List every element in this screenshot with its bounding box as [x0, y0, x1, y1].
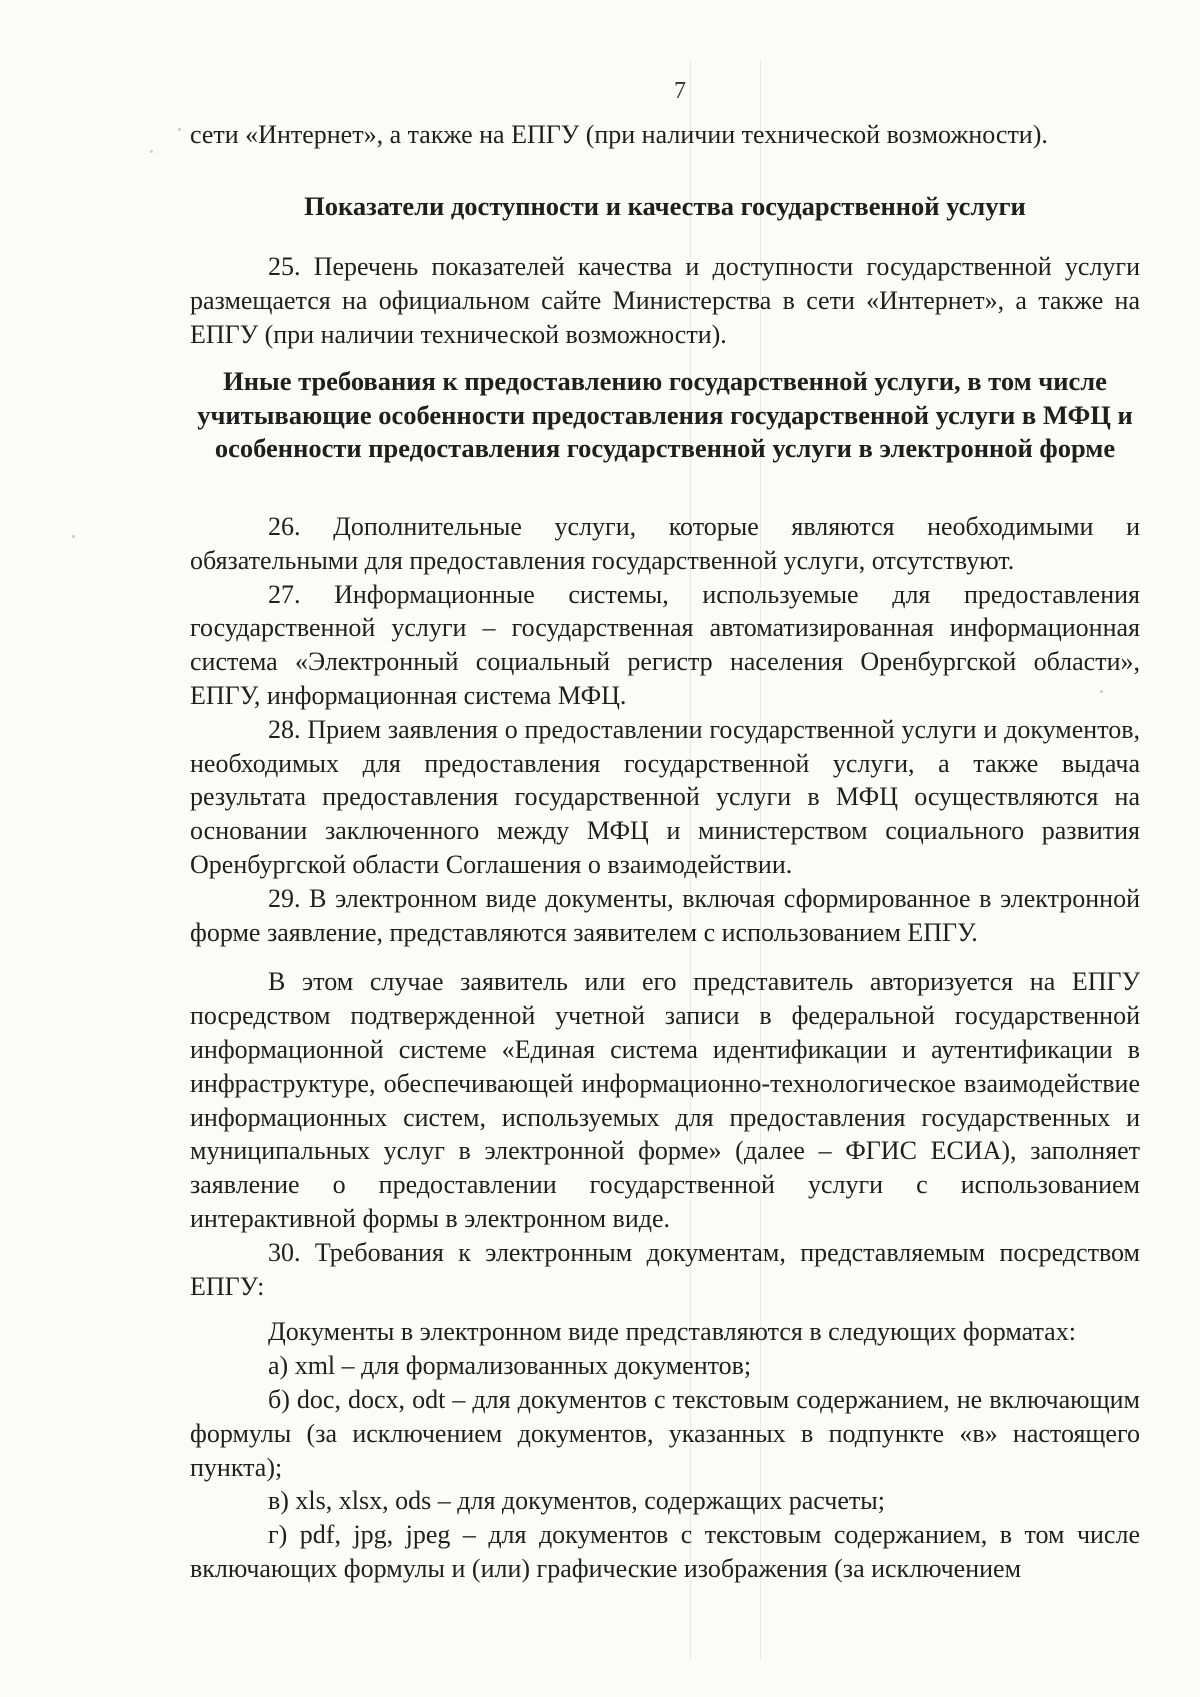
- section-heading-other-requirements: Иные требования к предоставлению государственной услуги, в том числе учитывающие особенности предоставления государственной услуги в МФЦ и особенности предоставления государственной услуги в электронной форме: [197, 366, 1133, 464]
- section-heading-quality: Показатели доступности и качества государственной услуги: [304, 191, 1026, 221]
- paragraph-29: 29. В электронном виде документы, включая сформированное в электронной форме заявление, представляются заявителем с использованием ЕПГУ.: [190, 883, 1140, 947]
- page-number: 7: [674, 78, 686, 104]
- text-line-continuation: [190, 118, 1140, 152]
- section-other-requirements-body: [190, 510, 1140, 1586]
- paragraph-29-esia: В этом случае заявитель или его представитель авторизуется на ЕПГУ посредством подтвержденной учетной записи в федеральной государственной информационной системе «Единая система идентификации и аутентификации в инфраструктуре, обеспечивающей информационно-технологическое взаимодействие информационных систем, используемых для предоставления государственных и муниципальных услуг в электронной форме» (далее – ФГИС ЕСИА), заполняет заявление о предоставлении государственной услуги с использованием интерактивной формы в электронном виде.: [190, 967, 1140, 1233]
- paragraph-30-formats: Документы в электронном виде представляются в следующих форматах:: [268, 1317, 1076, 1347]
- scan-speck: [150, 150, 153, 153]
- section-quality-body: [190, 250, 1140, 351]
- paragraph-28: 28. Прием заявления о предоставлении государственной услуги и документов, необходимых для предоставления государственной услуги, а также выдача результата предоставления государственной услуги в МФЦ осуществляются на основании заключенного между МФЦ и министерством социального развития Оренбургской области Соглашения о взаимодействии.: [190, 714, 1140, 879]
- scan-speck: [72, 535, 75, 538]
- paragraph-30: 30. Требования к электронным документам, представляемым посредством ЕПГУ:: [190, 1237, 1140, 1301]
- list-item-g: г) pdf, jpg, jpeg – для документов с текстовым содержанием, в том числе включающих формулы и (или) графические изображения (за исключением: [190, 1520, 1140, 1583]
- list-item-a: а) xml – для формализованных документов;: [268, 1351, 752, 1381]
- paragraph-continuation: сети «Интернет», а также на ЕПГУ (при наличии технической возможности).: [190, 120, 1048, 149]
- list-item-b: б) doc, docx, odt – для документов с текстовым содержанием, не включающим формулы (за исключением документов, указанных в подпункте «в» настоящего пункта);: [190, 1384, 1140, 1482]
- paragraph-26: 26. Дополнительные услуги, которые являются необходимыми и обязательными для предоставления государственной услуги, отсутствуют.: [190, 512, 1140, 575]
- paragraph-27: 27. Информационные системы, используемые для предоставления государственной услуги – государственная автоматизированная информационная система «Электронный социальный регистр населения Оренбургской области», ЕПГУ, информационная система МФЦ.: [190, 579, 1140, 710]
- list-item-v: в) xls, xlsx, ods – для документов, содержащих расчеты;: [268, 1486, 885, 1516]
- scan-speck: [178, 128, 181, 131]
- paragraph-25: 25. Перечень показателей качества и доступности государственной услуги размещается на официальном сайте Министерства в сети «Интернет», а также на ЕПГУ (при наличии технической возможности).: [190, 252, 1140, 349]
